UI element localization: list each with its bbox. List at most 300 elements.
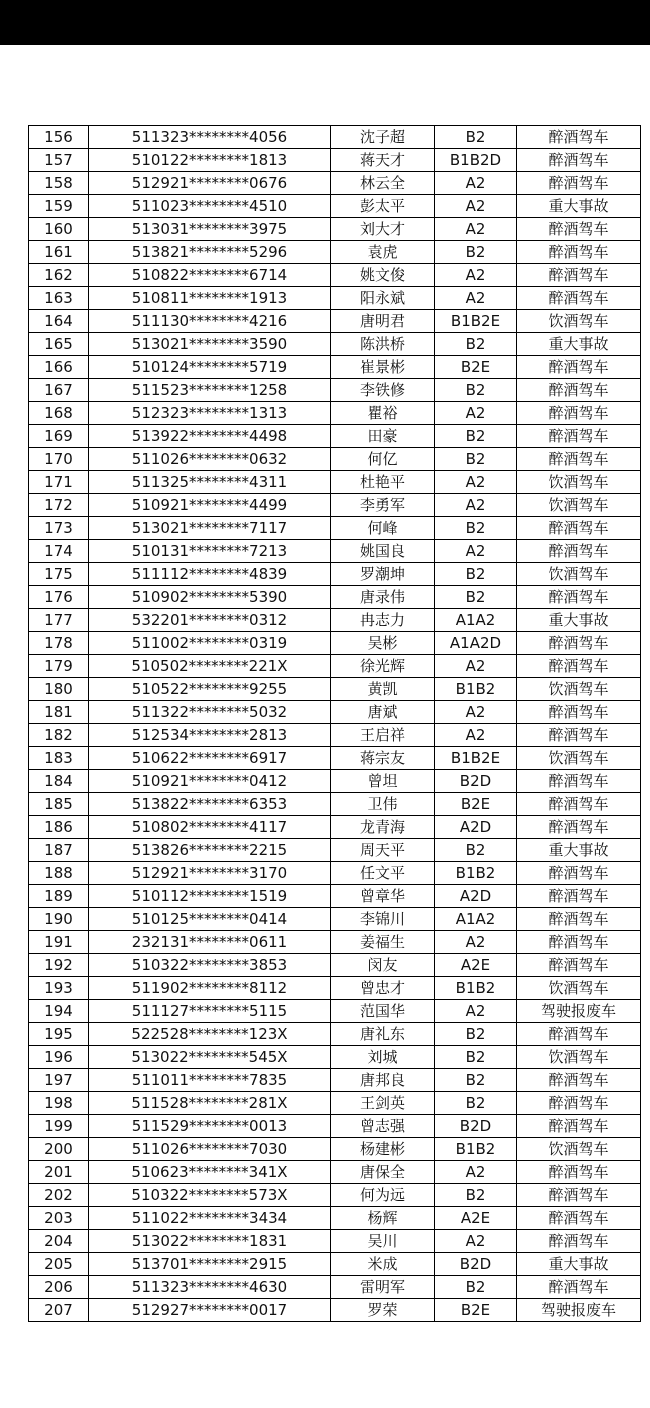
table-row <box>29 218 641 241</box>
table-row <box>29 701 641 724</box>
row-number-cell: 164 <box>29 310 89 333</box>
license-class-cell: B2 <box>435 241 517 264</box>
id-number-cell: 511130********4216 <box>89 310 331 333</box>
name-cell: 闵友 <box>331 954 435 977</box>
table-row <box>29 1230 641 1253</box>
violation-reason-cell: 醉酒驾车 <box>517 862 641 885</box>
row-number-cell: 169 <box>29 425 89 448</box>
license-class-cell: B2 <box>435 586 517 609</box>
name-cell: 蒋宗友 <box>331 747 435 770</box>
name-cell: 袁虎 <box>331 241 435 264</box>
violation-reason-cell: 醉酒驾车 <box>517 218 641 241</box>
violation-reason-cell: 醉酒驾车 <box>517 540 641 563</box>
row-number-cell: 161 <box>29 241 89 264</box>
id-number-cell: 511529********0013 <box>89 1115 331 1138</box>
license-class-cell: B2 <box>435 1069 517 1092</box>
id-number-cell: 232131********0611 <box>89 931 331 954</box>
name-cell: 姜福生 <box>331 931 435 954</box>
name-cell: 何峰 <box>331 517 435 540</box>
name-cell: 瞿裕 <box>331 402 435 425</box>
name-cell: 曾坦 <box>331 770 435 793</box>
row-number-cell: 168 <box>29 402 89 425</box>
table-row <box>29 1253 641 1276</box>
table-row <box>29 471 641 494</box>
name-cell: 任文平 <box>331 862 435 885</box>
table-row <box>29 1000 641 1023</box>
table-row <box>29 379 641 402</box>
id-number-cell: 511002********0319 <box>89 632 331 655</box>
row-number-cell: 200 <box>29 1138 89 1161</box>
table-row <box>29 1161 641 1184</box>
row-number-cell: 162 <box>29 264 89 287</box>
table-row <box>29 149 641 172</box>
name-cell: 卫伟 <box>331 793 435 816</box>
row-number-cell: 175 <box>29 563 89 586</box>
table-row <box>29 333 641 356</box>
row-number-cell: 203 <box>29 1207 89 1230</box>
violation-reason-cell: 醉酒驾车 <box>517 264 641 287</box>
violation-reason-cell: 饮酒驾车 <box>517 310 641 333</box>
name-cell: 曾志强 <box>331 1115 435 1138</box>
name-cell: 阳永斌 <box>331 287 435 310</box>
name-cell: 杨建彬 <box>331 1138 435 1161</box>
table-row <box>29 931 641 954</box>
license-class-cell: A2 <box>435 701 517 724</box>
table-row <box>29 517 641 540</box>
id-number-cell: 511026********7030 <box>89 1138 331 1161</box>
id-number-cell: 510822********6714 <box>89 264 331 287</box>
license-class-cell: A2 <box>435 1230 517 1253</box>
row-number-cell: 189 <box>29 885 89 908</box>
table-row <box>29 839 641 862</box>
table-row <box>29 586 641 609</box>
license-class-cell: A2E <box>435 954 517 977</box>
id-number-cell: 511127********5115 <box>89 1000 331 1023</box>
table-row <box>29 632 641 655</box>
table-row <box>29 770 641 793</box>
license-class-cell: B2 <box>435 1023 517 1046</box>
id-number-cell: 512927********0017 <box>89 1299 331 1322</box>
table-row <box>29 954 641 977</box>
violation-reason-cell: 醉酒驾车 <box>517 1161 641 1184</box>
row-number-cell: 171 <box>29 471 89 494</box>
row-number-cell: 197 <box>29 1069 89 1092</box>
id-number-cell: 511022********3434 <box>89 1207 331 1230</box>
id-number-cell: 510522********9255 <box>89 678 331 701</box>
violation-reason-cell: 重大事故 <box>517 839 641 862</box>
license-class-cell: A1A2 <box>435 908 517 931</box>
row-number-cell: 204 <box>29 1230 89 1253</box>
name-cell: 米成 <box>331 1253 435 1276</box>
row-number-cell: 160 <box>29 218 89 241</box>
license-class-cell: B2E <box>435 1299 517 1322</box>
table-row <box>29 1069 641 1092</box>
violation-reason-cell: 醉酒驾车 <box>517 655 641 678</box>
name-cell: 李锦川 <box>331 908 435 931</box>
violation-reason-cell: 重大事故 <box>517 1253 641 1276</box>
license-class-cell: B1B2 <box>435 1138 517 1161</box>
row-number-cell: 182 <box>29 724 89 747</box>
row-number-cell: 187 <box>29 839 89 862</box>
row-number-cell: 167 <box>29 379 89 402</box>
license-class-cell: B2 <box>435 1276 517 1299</box>
name-cell: 田豪 <box>331 425 435 448</box>
row-number-cell: 178 <box>29 632 89 655</box>
name-cell: 陈洪桥 <box>331 333 435 356</box>
name-cell: 姚文俊 <box>331 264 435 287</box>
name-cell: 唐斌 <box>331 701 435 724</box>
violation-reason-cell: 醉酒驾车 <box>517 1276 641 1299</box>
violation-reason-cell: 驾驶报废车 <box>517 1000 641 1023</box>
id-number-cell: 513022********1831 <box>89 1230 331 1253</box>
row-number-cell: 206 <box>29 1276 89 1299</box>
violation-reason-cell: 醉酒驾车 <box>517 586 641 609</box>
violation-reason-cell: 醉酒驾车 <box>517 632 641 655</box>
violation-reason-cell: 醉酒驾车 <box>517 816 641 839</box>
violation-reason-cell: 醉酒驾车 <box>517 908 641 931</box>
table-row <box>29 356 641 379</box>
id-number-cell: 511528********281X <box>89 1092 331 1115</box>
table-row <box>29 540 641 563</box>
id-number-cell: 511322********5032 <box>89 701 331 724</box>
name-cell: 雷明军 <box>331 1276 435 1299</box>
license-class-cell: B1B2E <box>435 747 517 770</box>
license-class-cell: A1A2D <box>435 632 517 655</box>
violation-reason-cell: 醉酒驾车 <box>517 701 641 724</box>
license-class-cell: B2E <box>435 356 517 379</box>
row-number-cell: 193 <box>29 977 89 1000</box>
id-number-cell: 513021********3590 <box>89 333 331 356</box>
violation-reason-cell: 醉酒驾车 <box>517 931 641 954</box>
license-class-cell: B2 <box>435 1184 517 1207</box>
name-cell: 唐礼东 <box>331 1023 435 1046</box>
table-row <box>29 1092 641 1115</box>
table-row <box>29 724 641 747</box>
license-class-cell: A2 <box>435 931 517 954</box>
row-number-cell: 180 <box>29 678 89 701</box>
license-class-cell: A2D <box>435 816 517 839</box>
id-number-cell: 513031********3975 <box>89 218 331 241</box>
license-class-cell: B2D <box>435 1115 517 1138</box>
table-row <box>29 1023 641 1046</box>
license-class-cell: A2D <box>435 885 517 908</box>
name-cell: 黄凯 <box>331 678 435 701</box>
name-cell: 李勇军 <box>331 494 435 517</box>
license-class-cell: A2 <box>435 724 517 747</box>
name-cell: 刘城 <box>331 1046 435 1069</box>
id-number-cell: 510322********573X <box>89 1184 331 1207</box>
license-class-cell: B2 <box>435 1092 517 1115</box>
id-number-cell: 510623********341X <box>89 1161 331 1184</box>
license-class-cell: A2 <box>435 655 517 678</box>
license-class-cell: B1B2 <box>435 977 517 1000</box>
table-row <box>29 1184 641 1207</box>
violation-reason-cell: 醉酒驾车 <box>517 425 641 448</box>
table-row <box>29 1138 641 1161</box>
name-cell: 崔景彬 <box>331 356 435 379</box>
row-number-cell: 186 <box>29 816 89 839</box>
violation-reason-cell: 驾驶报废车 <box>517 1299 641 1322</box>
license-class-cell: B1B2E <box>435 310 517 333</box>
id-number-cell: 510124********5719 <box>89 356 331 379</box>
id-number-cell: 512323********1313 <box>89 402 331 425</box>
name-cell: 杜艳平 <box>331 471 435 494</box>
violation-reason-cell: 醉酒驾车 <box>517 793 641 816</box>
table-row <box>29 1299 641 1322</box>
id-number-cell: 511323********4630 <box>89 1276 331 1299</box>
row-number-cell: 172 <box>29 494 89 517</box>
license-class-cell: A1A2 <box>435 609 517 632</box>
name-cell: 唐邦良 <box>331 1069 435 1092</box>
violation-reason-cell: 醉酒驾车 <box>517 1115 641 1138</box>
name-cell: 姚国良 <box>331 540 435 563</box>
row-number-cell: 196 <box>29 1046 89 1069</box>
table-row <box>29 287 641 310</box>
license-class-cell: B2D <box>435 770 517 793</box>
row-number-cell: 195 <box>29 1023 89 1046</box>
row-number-cell: 174 <box>29 540 89 563</box>
row-number-cell: 185 <box>29 793 89 816</box>
license-class-cell: B2 <box>435 126 517 149</box>
records-table <box>28 125 641 1322</box>
id-number-cell: 513821********5296 <box>89 241 331 264</box>
violation-reason-cell: 醉酒驾车 <box>517 126 641 149</box>
license-class-cell: B2 <box>435 1046 517 1069</box>
row-number-cell: 166 <box>29 356 89 379</box>
license-class-cell: A2 <box>435 540 517 563</box>
name-cell: 蒋天才 <box>331 149 435 172</box>
license-class-cell: A2 <box>435 218 517 241</box>
id-number-cell: 532201********0312 <box>89 609 331 632</box>
violation-reason-cell: 醉酒驾车 <box>517 287 641 310</box>
table-row <box>29 425 641 448</box>
violation-reason-cell: 醉酒驾车 <box>517 172 641 195</box>
table-row <box>29 241 641 264</box>
table-row <box>29 563 641 586</box>
row-number-cell: 184 <box>29 770 89 793</box>
name-cell: 吴彬 <box>331 632 435 655</box>
table-row <box>29 862 641 885</box>
id-number-cell: 513701********2915 <box>89 1253 331 1276</box>
name-cell: 王剑英 <box>331 1092 435 1115</box>
table-row <box>29 172 641 195</box>
id-number-cell: 510802********4117 <box>89 816 331 839</box>
license-class-cell: B2 <box>435 448 517 471</box>
license-class-cell: A2 <box>435 172 517 195</box>
row-number-cell: 207 <box>29 1299 89 1322</box>
table-row <box>29 402 641 425</box>
row-number-cell: 179 <box>29 655 89 678</box>
name-cell: 周天平 <box>331 839 435 862</box>
table-row <box>29 1276 641 1299</box>
row-number-cell: 191 <box>29 931 89 954</box>
name-cell: 沈子超 <box>331 126 435 149</box>
row-number-cell: 181 <box>29 701 89 724</box>
table-row <box>29 310 641 333</box>
row-number-cell: 170 <box>29 448 89 471</box>
row-number-cell: 192 <box>29 954 89 977</box>
row-number-cell: 173 <box>29 517 89 540</box>
name-cell: 唐保全 <box>331 1161 435 1184</box>
id-number-cell: 510921********4499 <box>89 494 331 517</box>
id-number-cell: 511023********4510 <box>89 195 331 218</box>
license-class-cell: B2 <box>435 839 517 862</box>
table-row <box>29 793 641 816</box>
table-row <box>29 1046 641 1069</box>
license-class-cell: B2 <box>435 425 517 448</box>
row-number-cell: 158 <box>29 172 89 195</box>
row-number-cell: 194 <box>29 1000 89 1023</box>
row-number-cell: 188 <box>29 862 89 885</box>
violation-reason-cell: 醉酒驾车 <box>517 954 641 977</box>
violation-reason-cell: 醉酒驾车 <box>517 1092 641 1115</box>
violation-reason-cell: 醉酒驾车 <box>517 770 641 793</box>
license-class-cell: B1B2 <box>435 862 517 885</box>
row-number-cell: 156 <box>29 126 89 149</box>
name-cell: 冉志力 <box>331 609 435 632</box>
table-row <box>29 747 641 770</box>
name-cell: 杨辉 <box>331 1207 435 1230</box>
license-class-cell: A2 <box>435 494 517 517</box>
name-cell: 王启祥 <box>331 724 435 747</box>
name-cell: 罗荣 <box>331 1299 435 1322</box>
id-number-cell: 513022********545X <box>89 1046 331 1069</box>
violation-reason-cell: 醉酒驾车 <box>517 356 641 379</box>
id-number-cell: 513021********7117 <box>89 517 331 540</box>
license-class-cell: A2 <box>435 1000 517 1023</box>
table-row <box>29 126 641 149</box>
id-number-cell: 513826********2215 <box>89 839 331 862</box>
row-number-cell: 177 <box>29 609 89 632</box>
violation-reason-cell: 饮酒驾车 <box>517 678 641 701</box>
violation-reason-cell: 醉酒驾车 <box>517 1023 641 1046</box>
name-cell: 罗潮坤 <box>331 563 435 586</box>
name-cell: 彭太平 <box>331 195 435 218</box>
table-row <box>29 977 641 1000</box>
row-number-cell: 176 <box>29 586 89 609</box>
row-number-cell: 198 <box>29 1092 89 1115</box>
name-cell: 唐录伟 <box>331 586 435 609</box>
table-row <box>29 195 641 218</box>
id-number-cell: 510921********0412 <box>89 770 331 793</box>
license-class-cell: A2 <box>435 264 517 287</box>
license-class-cell: A2 <box>435 195 517 218</box>
row-number-cell: 163 <box>29 287 89 310</box>
violation-reason-cell: 饮酒驾车 <box>517 563 641 586</box>
violation-reason-cell: 醉酒驾车 <box>517 379 641 402</box>
table-row <box>29 816 641 839</box>
row-number-cell: 157 <box>29 149 89 172</box>
violation-reason-cell: 醉酒驾车 <box>517 724 641 747</box>
violation-reason-cell: 醉酒驾车 <box>517 1069 641 1092</box>
violation-reason-cell: 饮酒驾车 <box>517 977 641 1000</box>
row-number-cell: 199 <box>29 1115 89 1138</box>
license-class-cell: B2D <box>435 1253 517 1276</box>
name-cell: 何亿 <box>331 448 435 471</box>
license-class-cell: B2 <box>435 563 517 586</box>
row-number-cell: 190 <box>29 908 89 931</box>
name-cell: 范国华 <box>331 1000 435 1023</box>
row-number-cell: 165 <box>29 333 89 356</box>
table-body <box>29 126 641 1322</box>
license-class-cell: B2 <box>435 517 517 540</box>
id-number-cell: 511323********4056 <box>89 126 331 149</box>
violation-reason-cell: 饮酒驾车 <box>517 471 641 494</box>
row-number-cell: 202 <box>29 1184 89 1207</box>
license-class-cell: B2E <box>435 793 517 816</box>
id-number-cell: 510622********6917 <box>89 747 331 770</box>
id-number-cell: 513922********4498 <box>89 425 331 448</box>
violation-reason-cell: 醉酒驾车 <box>517 402 641 425</box>
violation-reason-cell: 饮酒驾车 <box>517 747 641 770</box>
violation-reason-cell: 重大事故 <box>517 609 641 632</box>
violation-reason-cell: 醉酒驾车 <box>517 517 641 540</box>
license-class-cell: B2 <box>435 379 517 402</box>
violation-reason-cell: 重大事故 <box>517 195 641 218</box>
id-number-cell: 510902********5390 <box>89 586 331 609</box>
id-number-cell: 511026********0632 <box>89 448 331 471</box>
license-class-cell: A2 <box>435 471 517 494</box>
license-class-cell: B2 <box>435 333 517 356</box>
id-number-cell: 510322********3853 <box>89 954 331 977</box>
violation-reason-cell: 醉酒驾车 <box>517 241 641 264</box>
name-cell: 何为远 <box>331 1184 435 1207</box>
name-cell: 刘大才 <box>331 218 435 241</box>
row-number-cell: 159 <box>29 195 89 218</box>
id-number-cell: 511325********4311 <box>89 471 331 494</box>
name-cell: 吴川 <box>331 1230 435 1253</box>
table-row <box>29 908 641 931</box>
license-class-cell: A2 <box>435 1161 517 1184</box>
id-number-cell: 510112********1519 <box>89 885 331 908</box>
table-row <box>29 1207 641 1230</box>
name-cell: 李铁修 <box>331 379 435 402</box>
violation-reason-cell: 醉酒驾车 <box>517 1207 641 1230</box>
id-number-cell: 510122********1813 <box>89 149 331 172</box>
id-number-cell: 512921********3170 <box>89 862 331 885</box>
license-class-cell: A2E <box>435 1207 517 1230</box>
status-bar <box>0 0 650 45</box>
table-row <box>29 655 641 678</box>
violation-reason-cell: 醉酒驾车 <box>517 1184 641 1207</box>
violation-reason-cell: 饮酒驾车 <box>517 1138 641 1161</box>
id-number-cell: 511011********7835 <box>89 1069 331 1092</box>
violation-reason-cell: 饮酒驾车 <box>517 1046 641 1069</box>
violation-reason-cell: 醉酒驾车 <box>517 885 641 908</box>
violation-reason-cell: 醉酒驾车 <box>517 1230 641 1253</box>
id-number-cell: 510811********1913 <box>89 287 331 310</box>
license-class-cell: B1B2 <box>435 678 517 701</box>
violation-reason-cell: 醉酒驾车 <box>517 149 641 172</box>
id-number-cell: 512921********0676 <box>89 172 331 195</box>
name-cell: 龙青海 <box>331 816 435 839</box>
id-number-cell: 510131********7213 <box>89 540 331 563</box>
table-row <box>29 678 641 701</box>
name-cell: 曾章华 <box>331 885 435 908</box>
license-class-cell: B1B2D <box>435 149 517 172</box>
table-row <box>29 264 641 287</box>
table-row <box>29 609 641 632</box>
license-class-cell: A2 <box>435 287 517 310</box>
id-number-cell: 511902********8112 <box>89 977 331 1000</box>
name-cell: 徐光辉 <box>331 655 435 678</box>
id-number-cell: 511112********4839 <box>89 563 331 586</box>
name-cell: 林云全 <box>331 172 435 195</box>
id-number-cell: 522528********123X <box>89 1023 331 1046</box>
table-row <box>29 1115 641 1138</box>
row-number-cell: 205 <box>29 1253 89 1276</box>
id-number-cell: 510502********221X <box>89 655 331 678</box>
